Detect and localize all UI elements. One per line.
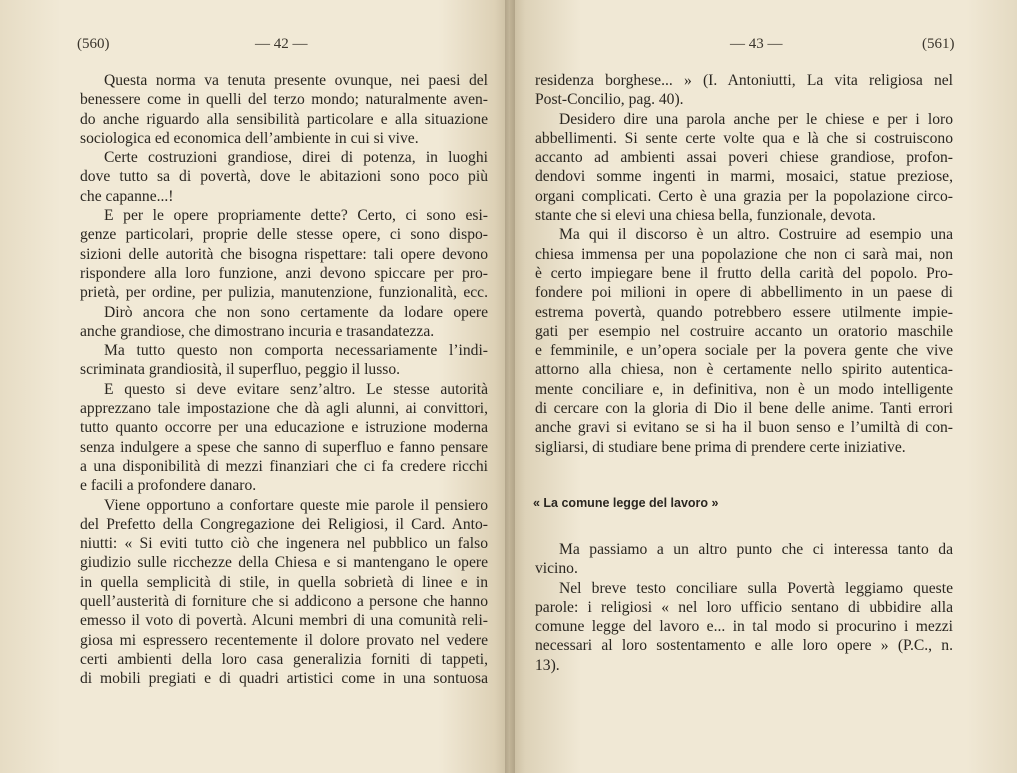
text-line: Post-Concilio, pag. 40). [535, 91, 684, 109]
right-page-body-top [535, 71, 953, 457]
text-line: E per le opere propriamente dette? Certo, ci sono esi- [104, 207, 488, 225]
text-line: di cercare con la gloria di Dio il bene delle anime. Tanti errori [535, 400, 953, 418]
text-line: abbellimenti. Si sente certe volte qua e là che si costruiscono [535, 129, 953, 147]
text-line: in quella semplicità di stile, in quella sobrietà di linee e in [80, 573, 488, 591]
text-line: accanto ad ambienti assai poveri chiese grandiose, profon- [535, 149, 953, 167]
text-line: tutto quanto occorre per una educazione e istruzione moderna [80, 419, 488, 437]
text-line: attorno alla chiesa, non è certamente nello spirito autentica- [535, 361, 953, 379]
text-line: chiesa immensa per una popolazione che non ci sarà mai, non [535, 245, 953, 263]
text-line: organi complicati. Certo è una grazia per la popolazione circo- [535, 187, 953, 205]
text-line: dendovi somme ingenti in marmi, mosaici, statue preziose, [535, 168, 953, 186]
text-line: niutti: « Si eviti tutto ciò che ingenera nel pubblico un falso [80, 535, 488, 553]
page-number-bracket: (560) [77, 36, 110, 52]
text-line: Ma qui il discorso è un altro. Costruire ad esempio una [559, 226, 953, 244]
text-line: sociologica ed economica dell’ambiente in cui si vive. [80, 129, 419, 147]
text-line: mente conciliare e, in definitiva, non è un modo intelligente [535, 380, 953, 398]
text-line: Questa norma va tenuta presente ovunque, nei paesi del [104, 72, 488, 89]
text-line: E questo si deve evitare senz’altro. Le stesse autorità [104, 380, 488, 398]
text-line: genze particolari, proprie delle stesse opere, ci sono dispo- [80, 226, 488, 244]
text-line: residenza borghese... » (I. Antoniutti, La vita religiosa nel [535, 72, 953, 89]
left-page-body [80, 71, 488, 689]
text-line: dove tutto sa di povertà, dove le abitazioni sono poco più [80, 168, 488, 186]
text-line: necessari al loro sostentamento e alle loro opere » (P.C., n. [535, 637, 953, 655]
text-line: prietà, per ordine, per pulizia, manutenzione, funzionalità, ecc. [80, 284, 488, 302]
text-line: gati per esempio nel costruire accanto un oratorio maschile [535, 322, 953, 340]
text-line: che capanne...! [80, 187, 174, 205]
text-line: e femminile, e un’opera sociale per la povera gente che vive [535, 342, 953, 360]
text-line: Certe costruzioni grandiose, direi di potenza, in luoghi [104, 149, 488, 167]
text-line: rispondere alla loro funzione, anzi devono spiccare per pro- [80, 264, 488, 282]
text-line: Nel breve testo conciliare sulla Povertà leggiamo queste [559, 579, 953, 597]
book-gutter [505, 0, 515, 773]
page-number-bracket: (561) [922, 36, 955, 52]
text-line: sizioni delle autorità che bisogna rispettare: tali opere devono [80, 245, 488, 263]
text-line: comune legge del lavoro e... in tal modo si procurino i mezzi [535, 618, 953, 636]
text-line: vicino. [535, 560, 578, 578]
text-line: 13). [535, 656, 560, 674]
text-line: senza indulgere a spese che sanno di superfluo e fanno pensare [80, 438, 488, 456]
text-line: quell’austerità di forniture che si addicono a persone che hanno [80, 593, 488, 611]
text-line: emesso il voto di povertà. Alcuni membri di una comunità reli- [80, 612, 488, 630]
text-line: Ma passiamo a un altro punto che ci interessa tanto da [559, 541, 953, 558]
text-line: stante che si elevi una chiesa bella, funzionale, devota. [535, 207, 876, 225]
text-line: sigliarsi, di studiare bene prima di prendere certe iniziative. [535, 438, 906, 456]
text-line: Ma tutto questo non comporta necessariamente l’indi- [104, 342, 488, 360]
text-line: giosa mi espressero recentemente il dolore provato nel vedere [80, 631, 488, 649]
section-title: « La comune legge del lavoro » [533, 496, 719, 510]
text-line: parole: i religiosi « nel loro ufficio sentano di ubbidire alla [535, 598, 953, 616]
text-line: anche grandiose, che dimostrano incuria e trasandatezza. [80, 322, 435, 340]
text-line: Desidero dire una parola anche per le chiese e per i loro [559, 110, 953, 128]
page-number: — 43 — [730, 36, 783, 52]
text-line: del Prefetto della Congregazione dei Religiosi, il Card. Anto- [80, 515, 488, 533]
text-line: benessere come in quelli del terzo mondo; naturalmente aven- [80, 91, 488, 109]
text-line: estrema povertà, quando potrebbero essere utilmente impie- [535, 303, 953, 321]
text-line: giudizio sulle ricchezze della Chiesa e si mantengano le opere [80, 554, 488, 572]
page-number: — 42 — [255, 36, 308, 52]
right-page-body-bottom [535, 540, 953, 675]
text-line: do anche riguardo alla sensibilità particolare e alla situazione [80, 110, 488, 128]
text-line: è certo impiegare bene il frutto della carità del popolo. Pro- [535, 264, 953, 282]
text-line: fondere poi milioni in opere di abbellimento in un paese di [535, 284, 953, 302]
text-line: a una disponibilità di mezzi finanziari che ci fa credere ricchi [80, 457, 488, 475]
right-page [510, 0, 1017, 773]
text-line: scriminata grandiosità, il superfluo, peggio il lusso. [80, 361, 401, 379]
text-line: di mobili pregiati e di quadri artistici come in una sontuosa [80, 670, 488, 688]
text-line: Dirò ancora che non sono certamente da lodare opere [104, 303, 488, 321]
text-line: certi ambienti della loro casa generalizia forniti di tappeti, [80, 650, 488, 668]
text-line: apprezzano tale impostazione che dà agli alunni, ai convittori, [80, 400, 488, 418]
text-line: anche gravi si evitano se si ha il buon senso e l’umiltà di con- [535, 419, 953, 437]
text-line: Viene opportuno a confortare queste mie parole il pensiero [104, 496, 488, 514]
text-line: e facili a profondere danaro. [80, 477, 257, 495]
